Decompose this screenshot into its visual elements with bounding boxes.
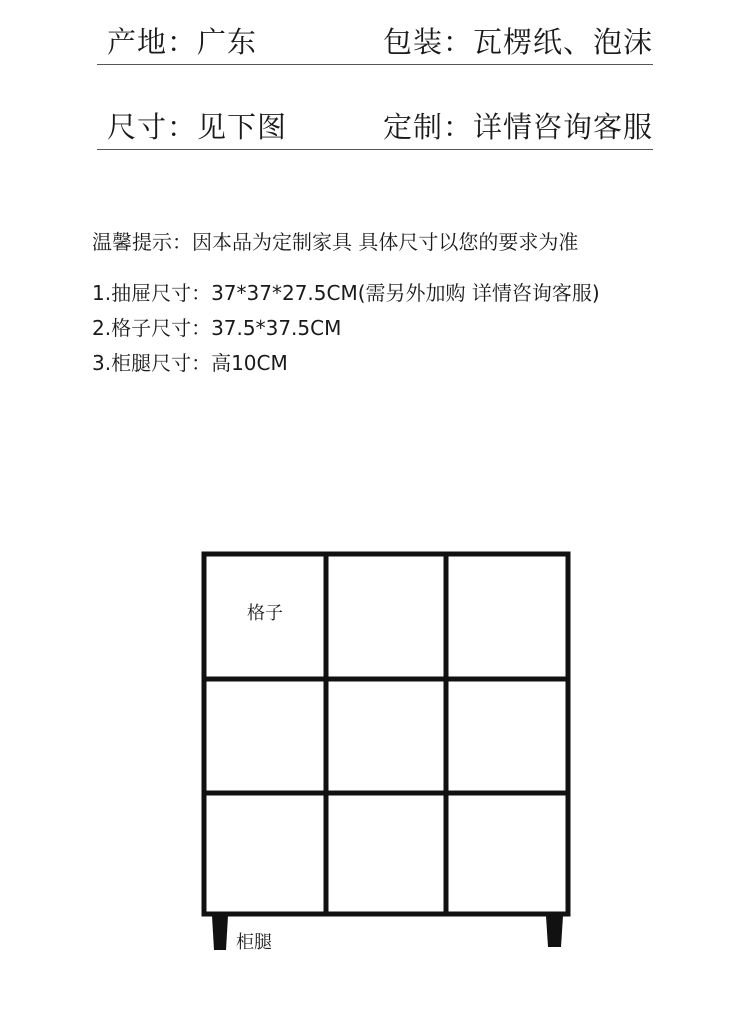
leg-size-text: 3.柜腿尺寸：高10CM: [92, 351, 288, 375]
notice-text: 温馨提示：因本品为定制家具 具体尺寸以您的要求为准: [92, 230, 579, 254]
custom-text: 定制：详情咨询客服: [383, 110, 654, 144]
cabinet-leg-left: [212, 916, 228, 950]
spec-row-size-custom: [97, 99, 653, 150]
origin-text: 产地：广东: [107, 25, 258, 59]
cell-label: 格子: [247, 603, 283, 624]
cabinet-leg-right: [546, 916, 563, 947]
cell-size-text: 2.格子尺寸：37.5*37.5CM: [92, 316, 342, 340]
spec-row-origin-packaging: [97, 14, 653, 65]
leg-label: 柜腿: [236, 932, 272, 953]
packaging-text: 包装：瓦楞纸、泡沫: [383, 25, 654, 59]
drawer-size-text: 1.抽屉尺寸：37*37*27.5CM(需另外加购 详情咨询客服): [92, 281, 600, 305]
size-text: 尺寸：见下图: [107, 110, 288, 144]
